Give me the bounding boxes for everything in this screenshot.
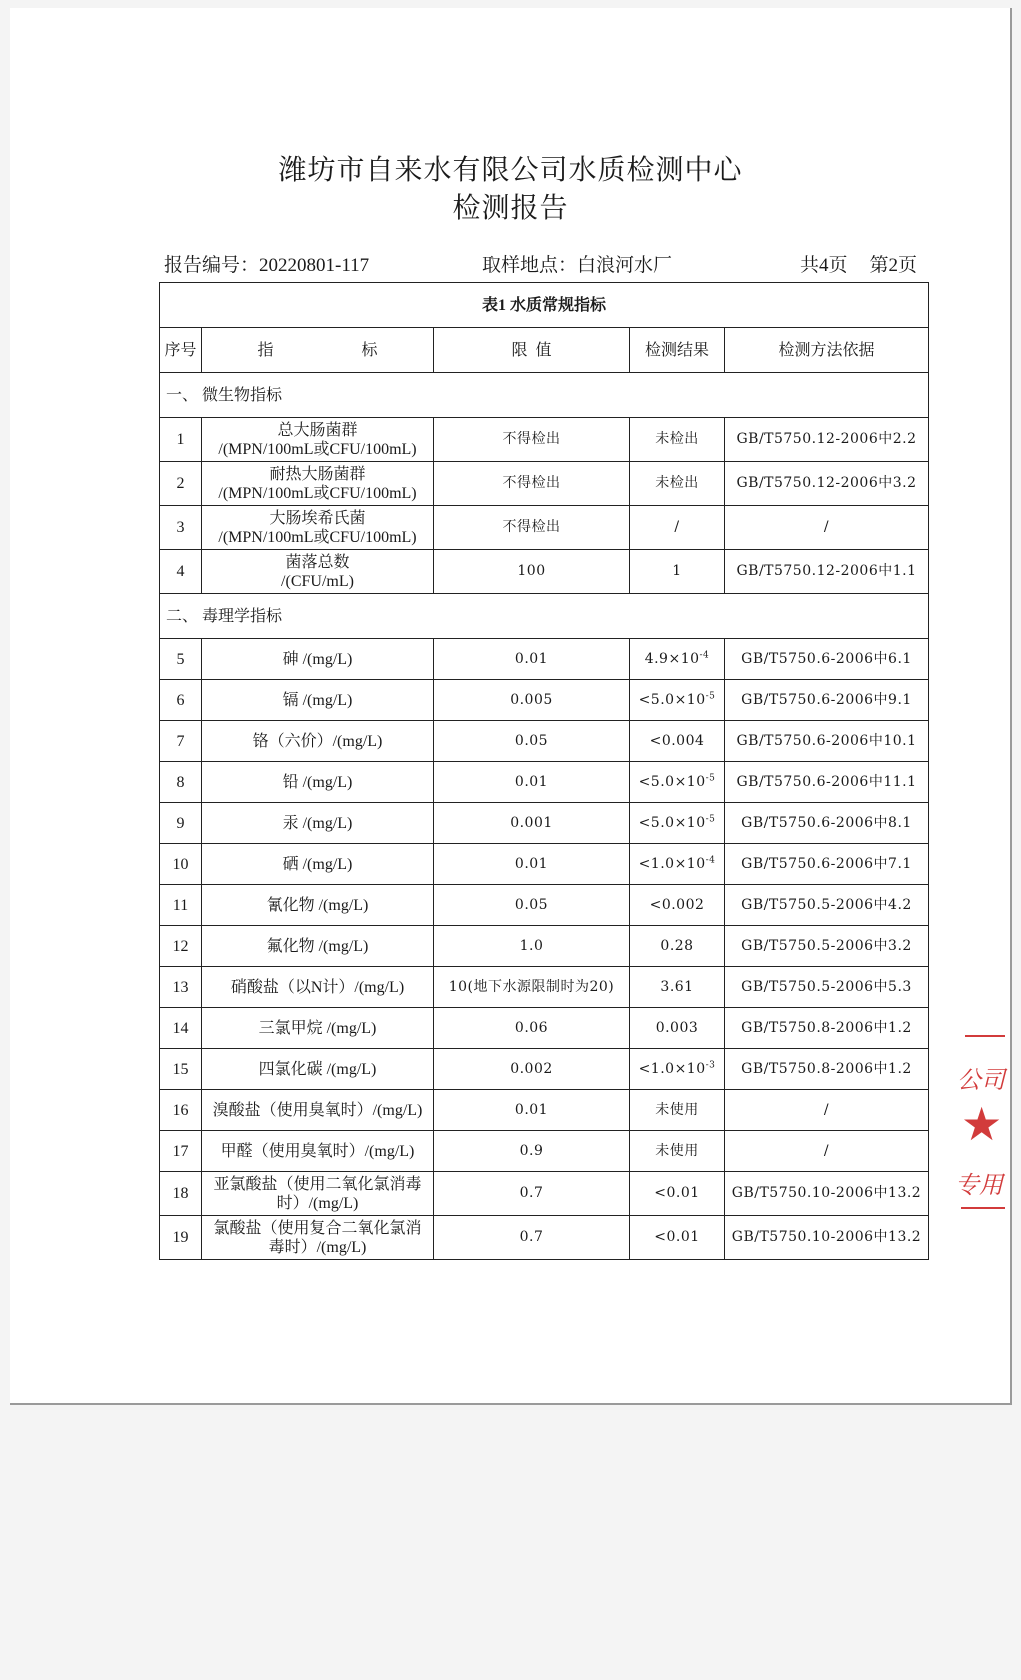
row-index: 13 [160, 967, 202, 1008]
result-value: <1.0×10 [638, 855, 706, 872]
test-method: GB/T5750.12-2006中1.1 [725, 550, 929, 594]
indicator-name-line1: 总大肠菌群 [277, 421, 358, 439]
test-method: GB/T5750.5-2006中3.2 [725, 926, 929, 967]
test-result [630, 803, 725, 844]
test-method: / [725, 506, 929, 550]
row-index: 14 [160, 1008, 202, 1049]
indicator-name-line1: 四氯化碳 /(mg/L) [258, 1060, 377, 1078]
test-result [630, 721, 725, 762]
test-result [630, 1008, 725, 1049]
test-result [630, 680, 725, 721]
limit-value: 0.01 [434, 1090, 630, 1131]
test-result [630, 418, 725, 462]
test-result [630, 1131, 725, 1172]
indicator-name-line1: 氯酸盐（使用复合二氧化氯消 [213, 1219, 422, 1237]
table-row [160, 1090, 929, 1131]
result-value: <0.002 [649, 896, 705, 913]
table-row [160, 418, 929, 462]
test-result [630, 885, 725, 926]
report-number: 报告编号：20220801-117 [164, 255, 370, 276]
header-limit: 限 值 [434, 328, 630, 373]
test-result [630, 506, 725, 550]
indicator-name [202, 1172, 434, 1216]
test-result [630, 844, 725, 885]
page-current: 第2页 [869, 255, 918, 276]
limit-value: 0.05 [434, 885, 630, 926]
result-value: <5.0×10 [638, 814, 706, 831]
table-row [160, 762, 929, 803]
table-row [160, 1216, 929, 1260]
limit-value: 0.9 [434, 1131, 630, 1172]
table-row [160, 967, 929, 1008]
indicator-name [202, 885, 434, 926]
row-index: 10 [160, 844, 202, 885]
page-info [800, 250, 917, 277]
result-value: 0.003 [655, 1019, 699, 1036]
indicator-name-line1: 甲醛（使用臭氧时）/(mg/L) [220, 1142, 415, 1160]
test-result [630, 462, 725, 506]
test-method: GB/T5750.10-2006中13.2 [725, 1172, 929, 1216]
indicator-name [202, 967, 434, 1008]
header-index: 序号 [160, 328, 202, 373]
limit-value: 0.7 [434, 1172, 630, 1216]
organization-title: 潍坊市自来水有限公司水质检测中心 [278, 153, 743, 186]
test-method: GB/T5750.6-2006中11.1 [725, 762, 929, 803]
test-method: GB/T5750.5-2006中4.2 [725, 885, 929, 926]
table-row [160, 550, 929, 594]
sampling-location: 取样地点：白浪河水厂 [482, 255, 673, 276]
indicator-name [202, 462, 434, 506]
indicator-name-line1: 氟化物 /(mg/L) [266, 937, 369, 955]
result-exponent: -4 [699, 649, 710, 660]
indicator-name [202, 1216, 434, 1260]
indicator-name-line2: /(MPN/100mL或CFU/100mL) [218, 528, 417, 546]
indicator-name [202, 762, 434, 803]
page-total: 共4页 [800, 255, 848, 276]
test-method: GB/T5750.10-2006中13.2 [725, 1216, 929, 1260]
limit-value: 0.005 [434, 680, 630, 721]
section-row [160, 373, 929, 418]
indicator-name [202, 721, 434, 762]
seal-border-bottom [961, 1207, 1005, 1209]
row-index: 11 [160, 885, 202, 926]
limit-value: 10(地下水源限制时为20) [434, 967, 630, 1008]
limit-value: 0.05 [434, 721, 630, 762]
result-value: <5.0×10 [638, 691, 706, 708]
indicator-name [202, 844, 434, 885]
limit-value: 0.7 [434, 1216, 630, 1260]
test-result [630, 926, 725, 967]
section-row [160, 594, 929, 639]
indicator-name-line1: 硝酸盐（以N计）/(mg/L) [230, 978, 405, 996]
result-value: 未检出 [655, 431, 699, 447]
indicator-name-line1: 镉 /(mg/L) [282, 691, 353, 709]
result-exponent: -5 [705, 772, 716, 783]
indicator-name-line1: 砷 /(mg/L) [282, 650, 353, 668]
table-row [160, 1049, 929, 1090]
result-value: <0.01 [654, 1229, 700, 1245]
indicator-name-line2: 时）/(mg/L) [276, 1194, 359, 1212]
result-value: / [674, 519, 680, 535]
test-method: GB/T5750.12-2006中2.2 [725, 418, 929, 462]
table-row [160, 680, 929, 721]
result-value: 3.61 [660, 978, 694, 995]
test-method: GB/T5750.5-2006中5.3 [725, 967, 929, 1008]
table-row [160, 639, 929, 680]
limit-value: 不得检出 [434, 418, 630, 462]
row-index: 7 [160, 721, 202, 762]
table-row [160, 506, 929, 550]
limit-value: 不得检出 [434, 506, 630, 550]
section-toxicology: 二、 毒理学指标 [160, 594, 929, 639]
test-result [630, 1090, 725, 1131]
row-index: 9 [160, 803, 202, 844]
indicator-name [202, 1008, 434, 1049]
indicator-name-line1: 溴酸盐（使用臭氧时）/(mg/L) [212, 1101, 423, 1119]
test-result [630, 550, 725, 594]
result-value: <5.0×10 [638, 773, 706, 790]
row-index: 4 [160, 550, 202, 594]
header-indicator: 指 标 [202, 328, 434, 373]
indicator-name [202, 550, 434, 594]
indicator-name-line1: 耐热大肠菌群 [269, 465, 366, 483]
limit-value: 100 [434, 550, 630, 594]
indicator-name [202, 639, 434, 680]
test-method: GB/T5750.8-2006中1.2 [725, 1049, 929, 1090]
limit-value: 0.002 [434, 1049, 630, 1090]
test-result [630, 967, 725, 1008]
table-row [160, 844, 929, 885]
indicator-name-line2: 毒时）/(mg/L) [268, 1238, 367, 1256]
limit-value: 0.01 [434, 639, 630, 680]
row-index: 17 [160, 1131, 202, 1172]
result-value: 4.9×10 [644, 650, 700, 667]
test-result [630, 762, 725, 803]
table-row [160, 462, 929, 506]
seal-star-icon: ★ [961, 1097, 1003, 1151]
table-row [160, 1172, 929, 1216]
table-row [160, 1008, 929, 1049]
limit-value: 0.01 [434, 844, 630, 885]
table-row [160, 926, 929, 967]
indicator-name-line1: 硒 /(mg/L) [282, 855, 353, 873]
test-method: GB/T5750.12-2006中3.2 [725, 462, 929, 506]
indicator-name [202, 1131, 434, 1172]
indicator-name-line2: /(MPN/100mL或CFU/100mL) [218, 440, 417, 458]
result-value: 未使用 [655, 1101, 699, 1118]
row-index: 16 [160, 1090, 202, 1131]
seal-border-top [965, 1035, 1005, 1051]
seal-text-top: 公司 [957, 1066, 1005, 1094]
result-value: 未检出 [655, 475, 699, 491]
test-method: GB/T5750.6-2006中7.1 [725, 844, 929, 885]
indicator-name [202, 1090, 434, 1131]
table-row [160, 885, 929, 926]
indicator-name [202, 803, 434, 844]
result-value: <0.004 [649, 732, 705, 749]
indicator-name-line1: 三氯甲烷 /(mg/L) [258, 1019, 377, 1037]
row-index: 8 [160, 762, 202, 803]
indicator-name-line1: 大肠埃希氏菌 [269, 509, 366, 527]
row-index: 2 [160, 462, 202, 506]
test-method: GB/T5750.6-2006中6.1 [725, 639, 929, 680]
water-quality-table [159, 282, 929, 1260]
test-method: / [725, 1131, 929, 1172]
indicator-name [202, 926, 434, 967]
limit-value: 0.001 [434, 803, 630, 844]
limit-value: 0.01 [434, 762, 630, 803]
header-result: 检测结果 [630, 328, 725, 373]
indicator-name-line1: 菌落总数 [285, 553, 350, 571]
indicator-name-line2: /(CFU/mL) [281, 572, 354, 590]
report-title: 检测报告 [452, 191, 569, 224]
result-value: <0.01 [654, 1185, 700, 1201]
limit-value: 0.06 [434, 1008, 630, 1049]
test-result [630, 639, 725, 680]
result-exponent: -4 [705, 854, 716, 865]
result-value: 未使用 [655, 1142, 699, 1159]
company-seal-stamp [955, 1035, 1015, 1215]
indicator-name-line1: 汞 /(mg/L) [282, 814, 353, 832]
indicator-name-line1: 铬（六价）/(mg/L) [252, 732, 383, 750]
indicator-name-line1: 铅 /(mg/L) [282, 773, 353, 791]
indicator-name-line2: /(MPN/100mL或CFU/100mL) [218, 484, 417, 502]
result-value: 0.28 [660, 937, 694, 954]
row-index: 15 [160, 1049, 202, 1090]
result-exponent: -3 [705, 1059, 716, 1070]
indicator-name [202, 418, 434, 462]
table-row [160, 721, 929, 762]
indicator-name-line1: 亚氯酸盐（使用二氧化氯消毒 [213, 1175, 422, 1193]
row-index: 19 [160, 1216, 202, 1260]
row-index: 6 [160, 680, 202, 721]
limit-value: 1.0 [434, 926, 630, 967]
test-method: GB/T5750.6-2006中9.1 [725, 680, 929, 721]
test-method: GB/T5750.6-2006中8.1 [725, 803, 929, 844]
test-method: GB/T5750.6-2006中10.1 [725, 721, 929, 762]
indicator-name [202, 1049, 434, 1090]
test-method: GB/T5750.8-2006中1.2 [725, 1008, 929, 1049]
seal-text-bottom: 专用 [955, 1171, 1003, 1199]
test-method: / [725, 1090, 929, 1131]
row-index: 18 [160, 1172, 202, 1216]
table-caption: 表1 水质常规指标 [160, 283, 929, 328]
test-result [630, 1049, 725, 1090]
row-index: 1 [160, 418, 202, 462]
test-result [630, 1172, 725, 1216]
result-exponent: -5 [705, 813, 716, 824]
row-index: 3 [160, 506, 202, 550]
table-row [160, 803, 929, 844]
row-index: 5 [160, 639, 202, 680]
indicator-name [202, 680, 434, 721]
header-method: 检测方法依据 [725, 328, 929, 373]
table-row [160, 1131, 929, 1172]
result-value: <1.0×10 [638, 1060, 706, 1077]
test-result [630, 1216, 725, 1260]
result-value: 1 [672, 563, 682, 579]
result-exponent: -5 [705, 690, 716, 701]
section-microbiology: 一、 微生物指标 [160, 373, 929, 418]
indicator-name-line1: 氰化物 /(mg/L) [266, 896, 369, 914]
limit-value: 不得检出 [434, 462, 630, 506]
indicator-name [202, 506, 434, 550]
row-index: 12 [160, 926, 202, 967]
